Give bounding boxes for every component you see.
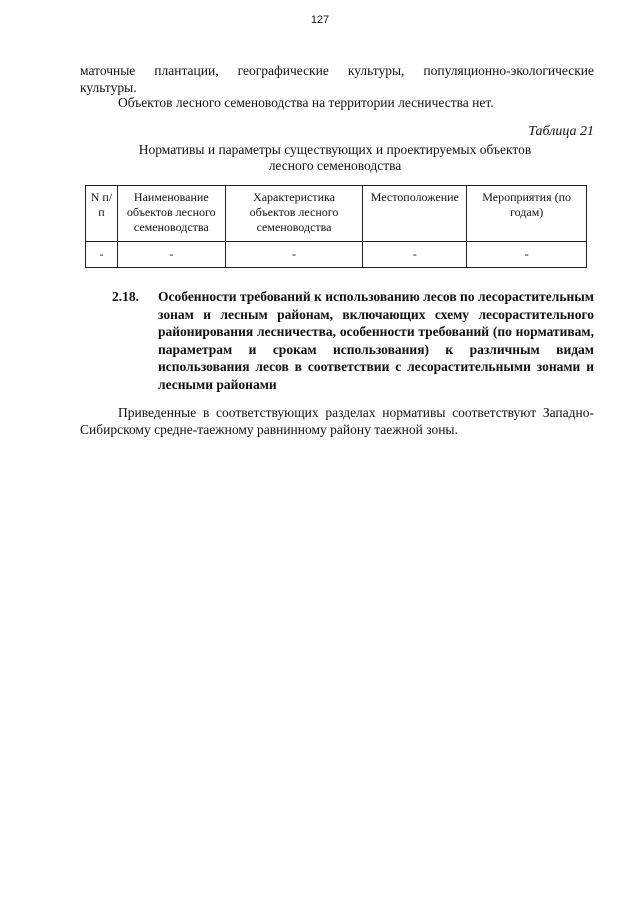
header-measures: Мероприятия (по годам) [467,186,587,242]
table-title-line-1: Нормативы и параметры существующих и проектируемых объектов [138,142,532,157]
page-number: 127 [310,14,330,26]
no-objects-paragraph: Объектов лесного семеноводства на территории лесничества нет. [118,95,494,110]
table-title-line-2: лесного семеноводства [268,158,402,173]
table-cell: - [117,242,225,268]
table-header-row [86,186,587,242]
table-label: Таблица 21 [528,124,594,139]
table-cell: - [86,242,118,268]
table-cell: - [225,242,363,268]
table-title [80,142,590,174]
section-heading [112,288,594,393]
table-cell: - [467,242,587,268]
table-row [86,242,587,268]
intro-paragraph [80,62,594,96]
section-title: Особенности требований к использованию лесов по лесорастительным зонам и лесным районам, включающих схему лесорастительного районирования лесничества, особенности требований (по нормативам, параметрам и срокам использования) к различным видам использования лесов в соответствии с лесорастительными зонами и лесными районами [158,289,594,392]
table-cell: - [363,242,467,268]
header-characteristics: Характеристика объектов лесного семеноводства [225,186,363,242]
header-location: Местоположение [363,186,467,242]
seed-objects-table [85,185,587,268]
closing-paragraph: Приведенные в соответствующих разделах нормативы соответствуют Западно-Сибирскому средне-таежному равнинному району таежной зоны. [80,405,594,437]
intro-line-1: маточные плантации, географические культуры, популяционно-экологические [80,63,594,78]
section-number: 2.18. [112,289,139,304]
intro-line-2: культуры. [80,80,137,95]
header-number: N п/п [86,186,118,242]
header-name: Наименование объектов лесного семеноводства [117,186,225,242]
